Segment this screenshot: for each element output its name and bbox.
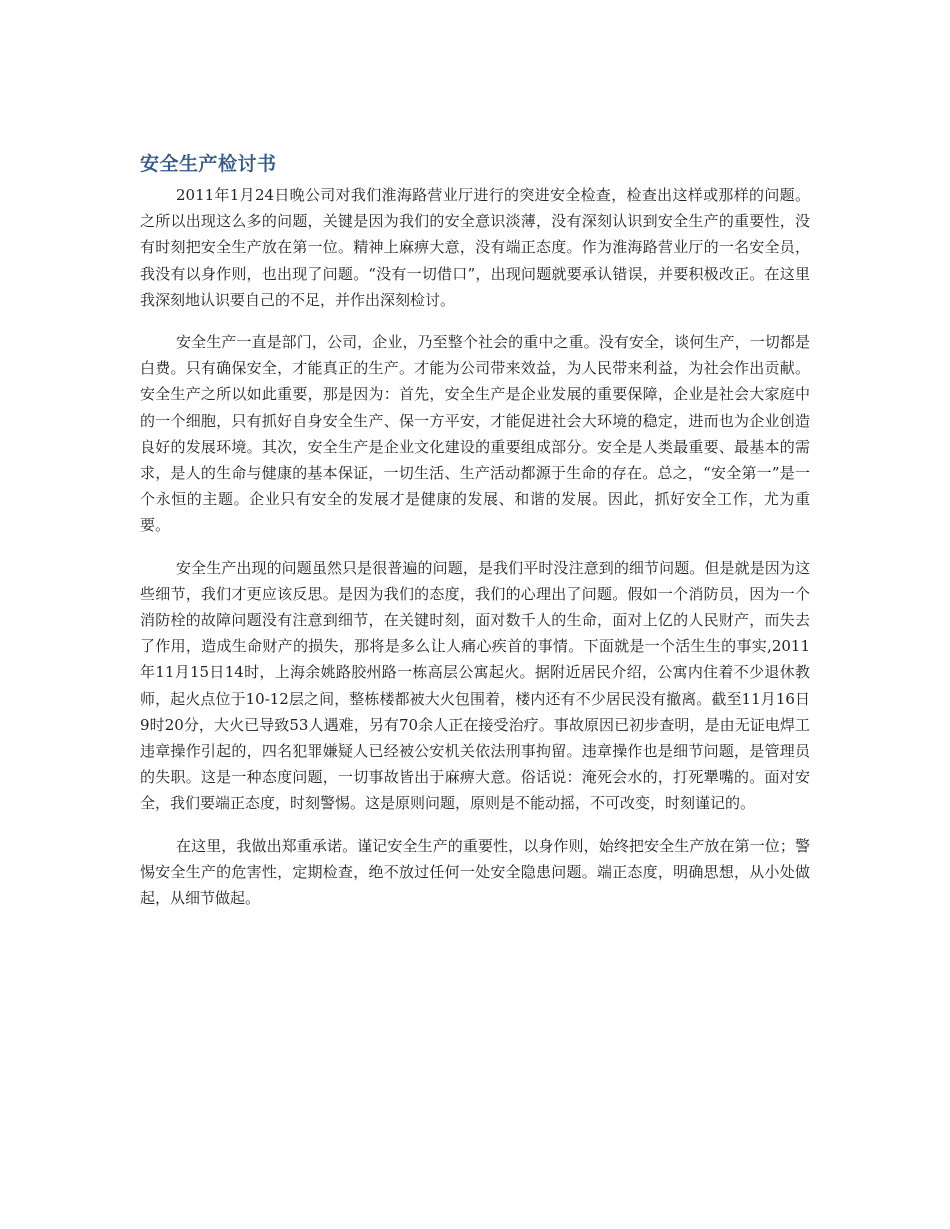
- document-page: [140, 150, 810, 927]
- paragraph-2: 安全生产一直是部门，公司，企业，乃至整个社会的重中之重。没有安全，谈何生产，一切都是白费。只有确保安全，才能真正的生产。才能为公司带来效益，为人民带来利益，为社会作出贡献。安全生产之所以如此重要，那是因为：首先，安全生产是企业发展的重要保障，企业是社会大家庭中的一个细胞，只有抓好自身安全生产、保一方平安，才能促进社会大环境的稳定，进而也为企业创造良好的发展环境。其次，安全生产是企业文化建设的重要组成部分。安全是人类最重要、最基本的需求，是人的生命与健康的基本保证，一切生活、生产活动都源于生命的存在。总之，“安全第一”是一个永恒的主题。企业只有安全的发展才是健康的发展、和谐的发展。因此，抓好安全工作，尤为重要。: [140, 333, 810, 535]
- paragraph-1: 2011年1月24日晚公司对我们淮海路营业厅进行的突进安全检查，检查出这样或那样的问题。之所以出现这么多的问题，关键是因为我们的安全意识淡薄，没有深刻认识到安全生产的重要性，没有时刻把安全生产放在第一位。精神上麻痹大意，没有端正态度。作为淮海路营业厅的一名安全员，我没有以身作则，也出现了问题。“没有一切借口”，出现问题就要承认错误，并要积极改正。在这里我深刻地认识要自己的不足，并作出深刻检讨。: [140, 186, 810, 309]
- paragraph-4: 在这里，我做出郑重承诺。谨记安全生产的重要性，以身作则，始终把安全生产放在第一位；警惕安全生产的危害性，定期检查，绝不放过任何一处安全隐患问题。端正态度，明确思想，从小处做起，从细节做起。: [140, 836, 810, 908]
- document-title: 安全生产检讨书: [140, 153, 277, 175]
- paragraph-3: 安全生产出现的问题虽然只是很普遍的问题，是我们平时没注意到的细节问题。但是就是因为这些细节，我们才更应该反思。是因为我们的态度，我们的心理出了问题。假如一个消防员，因为一个消防栓的故障问题没有注意到细节，在关键时刻，面对数千人的生命，面对上亿的人民财产，而失去了作用，造成生命财产的损失，那将是多么让人痛心疾首的事情。下面就是一个活生生的事实,2011年11月15日14时，上海余姚路胶州路一栋高层公寓起火。据附近居民介绍，公寓内住着不少退休教师，起火点位于10-12层之间，整栋楼都被大火包围着，楼内还有不少居民没有撤离。截至11月16日9时20分，大火已导致53人遇难，另有70余人正在接受治疗。事故原因已初步查明，是由无证电焊工违章操作引起的，四名犯罪嫌疑人已经被公安机关依法刑事拘留。违章操作也是细节问题，是管理员的失职。这是一种态度问题，一切事故皆出于麻痹大意。俗话说：淹死会水的，打死犟嘴的。面对安全，我们要端正态度，时刻警惕。这是原则问题，原则是不能动摇，不可改变，时刻谨记的。: [140, 558, 810, 813]
